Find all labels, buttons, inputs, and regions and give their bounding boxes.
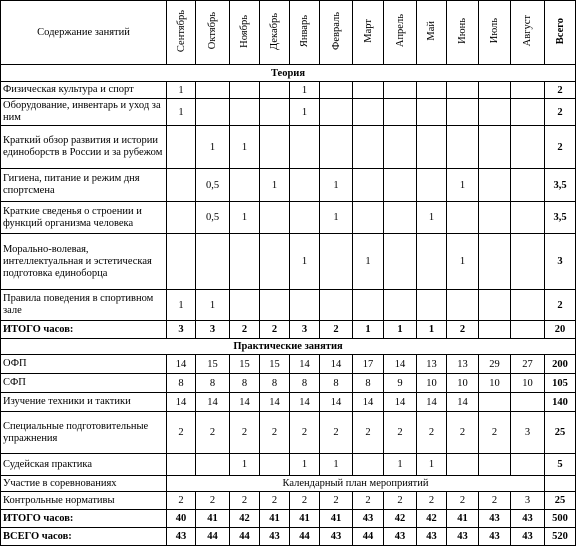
month-value-cell: 1 bbox=[353, 321, 384, 339]
month-value-cell: 9 bbox=[384, 374, 417, 393]
month-value-cell bbox=[479, 321, 511, 339]
month-value-cell: 2 bbox=[196, 492, 230, 510]
month-value-cell: 8 bbox=[196, 374, 230, 393]
month-label: Сентябрь bbox=[175, 9, 187, 53]
month-label: Ноябрь bbox=[239, 14, 250, 48]
month-value-cell: 1 bbox=[353, 234, 384, 290]
month-value-cell bbox=[167, 202, 196, 234]
month-value-cell bbox=[230, 99, 260, 126]
theory-section-row bbox=[1, 65, 576, 82]
row-total-cell: 2 bbox=[545, 82, 576, 99]
month-value-cell bbox=[479, 99, 511, 126]
month-value-cell bbox=[479, 82, 511, 99]
month-value-cell: 1 bbox=[384, 321, 417, 339]
practice-section-row bbox=[1, 339, 576, 355]
month-value-cell: 2 bbox=[230, 412, 260, 454]
month-value-cell bbox=[447, 454, 479, 476]
month-value-cell: 43 bbox=[511, 528, 545, 546]
month-value-cell bbox=[290, 126, 320, 169]
month-value-cell: 42 bbox=[230, 510, 260, 528]
month-value-cell: 3 bbox=[511, 492, 545, 510]
row-label: ВСЕГО часов: bbox=[1, 528, 167, 546]
month-value-cell bbox=[320, 234, 353, 290]
table-row bbox=[1, 374, 576, 393]
row-label: Изучение техники и тактики bbox=[1, 393, 167, 412]
month-value-cell bbox=[511, 290, 545, 321]
month-value-cell: 43 bbox=[384, 528, 417, 546]
month-value-cell: 2 bbox=[479, 492, 511, 510]
month-label: Февраль bbox=[330, 12, 342, 50]
month-header bbox=[230, 1, 260, 65]
month-value-cell bbox=[384, 290, 417, 321]
month-header bbox=[290, 1, 320, 65]
column-title: Содержание занятий bbox=[1, 1, 167, 65]
month-header bbox=[196, 1, 230, 65]
month-value-cell bbox=[511, 234, 545, 290]
month-value-cell: 41 bbox=[447, 510, 479, 528]
month-value-cell: 14 bbox=[290, 355, 320, 374]
month-value-cell: 2 bbox=[353, 492, 384, 510]
month-value-cell: 1 bbox=[384, 454, 417, 476]
month-value-cell bbox=[167, 126, 196, 169]
month-value-cell: 1 bbox=[230, 126, 260, 169]
month-value-cell: 13 bbox=[417, 355, 447, 374]
month-value-cell bbox=[230, 234, 260, 290]
month-value-cell: 14 bbox=[353, 393, 384, 412]
row-label: Участие в соревнованиях bbox=[1, 476, 167, 492]
month-value-cell: 44 bbox=[196, 528, 230, 546]
month-value-cell bbox=[384, 99, 417, 126]
section-title: Практические занятия bbox=[1, 339, 576, 355]
month-value-cell bbox=[260, 202, 290, 234]
row-total-cell: 25 bbox=[545, 492, 576, 510]
month-label: Август bbox=[522, 15, 533, 47]
month-value-cell bbox=[511, 202, 545, 234]
month-value-cell bbox=[320, 99, 353, 126]
row-total-cell: 3,5 bbox=[545, 169, 576, 202]
month-value-cell: 1 bbox=[167, 290, 196, 321]
month-value-cell: 14 bbox=[384, 355, 417, 374]
month-value-cell: 10 bbox=[417, 374, 447, 393]
month-value-cell bbox=[447, 99, 479, 126]
month-header bbox=[260, 1, 290, 65]
table-row bbox=[1, 82, 576, 99]
month-value-cell: 2 bbox=[417, 492, 447, 510]
month-value-cell bbox=[196, 82, 230, 99]
month-value-cell: 1 bbox=[290, 234, 320, 290]
month-label: Март bbox=[362, 19, 374, 43]
month-value-cell bbox=[511, 454, 545, 476]
month-value-cell: 17 bbox=[353, 355, 384, 374]
row-label: Специальные подготовительные упражнения bbox=[1, 412, 167, 454]
month-value-cell bbox=[260, 290, 290, 321]
month-value-cell: 15 bbox=[260, 355, 290, 374]
month-value-cell bbox=[511, 393, 545, 412]
month-value-cell bbox=[511, 169, 545, 202]
month-value-cell: 14 bbox=[196, 393, 230, 412]
month-value-cell: 41 bbox=[320, 510, 353, 528]
month-label: Июнь bbox=[457, 18, 468, 44]
month-value-cell bbox=[196, 99, 230, 126]
month-value-cell bbox=[290, 290, 320, 321]
table-row bbox=[1, 355, 576, 374]
month-value-cell bbox=[384, 169, 417, 202]
table-row bbox=[1, 393, 576, 412]
month-value-cell bbox=[320, 126, 353, 169]
row-total-cell: 2 bbox=[545, 290, 576, 321]
month-value-cell: 14 bbox=[320, 355, 353, 374]
month-value-cell: 27 bbox=[511, 355, 545, 374]
row-total-cell: 140 bbox=[545, 393, 576, 412]
month-value-cell: 2 bbox=[230, 321, 260, 339]
month-value-cell bbox=[353, 202, 384, 234]
month-value-cell: 2 bbox=[320, 492, 353, 510]
calendar-plan-cell: Календарный план мероприятий bbox=[167, 476, 545, 492]
total-label: Всего bbox=[554, 17, 566, 45]
month-value-cell: 43 bbox=[320, 528, 353, 546]
month-header bbox=[353, 1, 384, 65]
month-value-cell bbox=[447, 82, 479, 99]
month-value-cell bbox=[353, 290, 384, 321]
month-value-cell bbox=[320, 290, 353, 321]
month-value-cell: 2 bbox=[384, 412, 417, 454]
month-value-cell: 2 bbox=[353, 412, 384, 454]
total-header bbox=[545, 1, 576, 65]
month-label: Апрель bbox=[394, 14, 406, 48]
table-row bbox=[1, 126, 576, 169]
month-value-cell bbox=[479, 290, 511, 321]
month-value-cell: 1 bbox=[230, 202, 260, 234]
month-value-cell: 1 bbox=[196, 290, 230, 321]
month-value-cell: 14 bbox=[447, 393, 479, 412]
month-value-cell: 2 bbox=[290, 492, 320, 510]
month-header bbox=[320, 1, 353, 65]
month-value-cell: 14 bbox=[417, 393, 447, 412]
month-value-cell: 41 bbox=[196, 510, 230, 528]
table-row bbox=[1, 290, 576, 321]
month-value-cell: 14 bbox=[320, 393, 353, 412]
row-label: Правила поведения в спортивном зале bbox=[1, 290, 167, 321]
month-value-cell bbox=[167, 454, 196, 476]
row-label: СФП bbox=[1, 374, 167, 393]
month-value-cell bbox=[479, 234, 511, 290]
theory-total-row bbox=[1, 321, 576, 339]
month-value-cell bbox=[353, 126, 384, 169]
month-value-cell: 8 bbox=[230, 374, 260, 393]
month-value-cell: 43 bbox=[511, 510, 545, 528]
row-total-cell: 20 bbox=[545, 321, 576, 339]
month-value-cell: 8 bbox=[290, 374, 320, 393]
month-value-cell bbox=[479, 169, 511, 202]
month-value-cell bbox=[196, 234, 230, 290]
month-header bbox=[479, 1, 511, 65]
month-value-cell: 14 bbox=[260, 393, 290, 412]
month-value-cell: 1 bbox=[230, 454, 260, 476]
row-label: Краткий обзор развития и истории единоборств в России и за рубежом bbox=[1, 126, 167, 169]
month-value-cell: 2 bbox=[384, 492, 417, 510]
month-value-cell bbox=[384, 202, 417, 234]
month-value-cell: 2 bbox=[320, 412, 353, 454]
month-value-cell: 43 bbox=[353, 510, 384, 528]
month-value-cell: 3 bbox=[290, 321, 320, 339]
month-value-cell bbox=[511, 321, 545, 339]
month-value-cell: 2 bbox=[447, 321, 479, 339]
month-value-cell bbox=[511, 82, 545, 99]
month-value-cell: 1 bbox=[167, 99, 196, 126]
month-value-cell bbox=[479, 202, 511, 234]
row-total-cell: 5 bbox=[545, 454, 576, 476]
table-row bbox=[1, 412, 576, 454]
month-value-cell: 43 bbox=[260, 528, 290, 546]
month-value-cell bbox=[196, 454, 230, 476]
month-value-cell bbox=[167, 234, 196, 290]
month-value-cell: 3 bbox=[196, 321, 230, 339]
month-value-cell: 1 bbox=[260, 169, 290, 202]
month-value-cell bbox=[353, 454, 384, 476]
month-value-cell: 43 bbox=[447, 528, 479, 546]
month-value-cell: 1 bbox=[167, 82, 196, 99]
month-value-cell bbox=[417, 126, 447, 169]
month-value-cell: 8 bbox=[260, 374, 290, 393]
month-value-cell: 14 bbox=[167, 393, 196, 412]
month-value-cell bbox=[384, 234, 417, 290]
month-value-cell: 44 bbox=[290, 528, 320, 546]
month-value-cell: 2 bbox=[167, 492, 196, 510]
row-total-cell: 200 bbox=[545, 355, 576, 374]
competition-row bbox=[1, 476, 576, 492]
month-value-cell: 2 bbox=[417, 412, 447, 454]
month-value-cell bbox=[353, 82, 384, 99]
row-label: Контрольные нормативы bbox=[1, 492, 167, 510]
month-value-cell bbox=[260, 126, 290, 169]
empty-total-cell bbox=[545, 476, 576, 492]
table-row bbox=[1, 202, 576, 234]
row-label: ИТОГО часов: bbox=[1, 321, 167, 339]
header-row bbox=[1, 1, 576, 65]
row-label: Оборудование, инвентарь и уход за ним bbox=[1, 99, 167, 126]
month-value-cell bbox=[320, 82, 353, 99]
month-value-cell: 43 bbox=[417, 528, 447, 546]
month-value-cell: 1 bbox=[290, 454, 320, 476]
table-row bbox=[1, 234, 576, 290]
month-value-cell: 10 bbox=[479, 374, 511, 393]
month-label: Январь bbox=[299, 14, 310, 48]
month-header bbox=[167, 1, 196, 65]
month-value-cell: 1 bbox=[290, 82, 320, 99]
month-value-cell bbox=[447, 290, 479, 321]
month-value-cell bbox=[290, 169, 320, 202]
month-value-cell bbox=[167, 169, 196, 202]
month-value-cell: 40 bbox=[167, 510, 196, 528]
table-row bbox=[1, 169, 576, 202]
month-value-cell: 2 bbox=[260, 412, 290, 454]
table-row bbox=[1, 99, 576, 126]
month-value-cell bbox=[290, 202, 320, 234]
month-header bbox=[417, 1, 447, 65]
row-total-cell: 25 bbox=[545, 412, 576, 454]
month-value-cell: 13 bbox=[447, 355, 479, 374]
control-row bbox=[1, 492, 576, 510]
month-value-cell: 0,5 bbox=[196, 202, 230, 234]
month-value-cell: 1 bbox=[320, 454, 353, 476]
month-label: Октябрь bbox=[207, 12, 218, 50]
month-value-cell bbox=[511, 99, 545, 126]
month-value-cell: 29 bbox=[479, 355, 511, 374]
month-value-cell bbox=[260, 82, 290, 99]
month-value-cell bbox=[260, 234, 290, 290]
row-label: ОФП bbox=[1, 355, 167, 374]
month-value-cell bbox=[479, 393, 511, 412]
month-value-cell: 43 bbox=[167, 528, 196, 546]
row-label: Морально-волевая, интеллектуальная и эстетическая подготовка единоборца bbox=[1, 234, 167, 290]
practice-total-row bbox=[1, 510, 576, 528]
month-value-cell bbox=[417, 234, 447, 290]
month-value-cell bbox=[353, 99, 384, 126]
month-header bbox=[447, 1, 479, 65]
month-value-cell bbox=[417, 99, 447, 126]
month-value-cell: 1 bbox=[417, 321, 447, 339]
month-value-cell: 1 bbox=[447, 234, 479, 290]
month-value-cell: 41 bbox=[290, 510, 320, 528]
month-value-cell: 1 bbox=[196, 126, 230, 169]
grand-total-row bbox=[1, 528, 576, 546]
row-total-cell: 520 bbox=[545, 528, 576, 546]
month-value-cell: 15 bbox=[230, 355, 260, 374]
month-value-cell: 14 bbox=[230, 393, 260, 412]
month-value-cell: 14 bbox=[167, 355, 196, 374]
row-total-cell: 3,5 bbox=[545, 202, 576, 234]
month-value-cell bbox=[230, 82, 260, 99]
month-value-cell: 1 bbox=[290, 99, 320, 126]
month-value-cell: 42 bbox=[384, 510, 417, 528]
table-row bbox=[1, 454, 576, 476]
month-value-cell: 15 bbox=[196, 355, 230, 374]
month-header bbox=[384, 1, 417, 65]
month-value-cell: 8 bbox=[167, 374, 196, 393]
month-value-cell: 2 bbox=[167, 412, 196, 454]
month-value-cell: 44 bbox=[230, 528, 260, 546]
month-value-cell: 44 bbox=[353, 528, 384, 546]
month-value-cell bbox=[260, 99, 290, 126]
month-value-cell: 42 bbox=[417, 510, 447, 528]
month-header bbox=[511, 1, 545, 65]
row-label: Краткие сведенья о строении и функций организма человека bbox=[1, 202, 167, 234]
month-value-cell bbox=[230, 169, 260, 202]
month-label: Декабрь bbox=[269, 12, 280, 50]
month-value-cell bbox=[447, 126, 479, 169]
month-value-cell: 14 bbox=[290, 393, 320, 412]
month-value-cell: 1 bbox=[417, 202, 447, 234]
month-value-cell bbox=[384, 82, 417, 99]
month-value-cell: 10 bbox=[511, 374, 545, 393]
month-value-cell: 2 bbox=[290, 412, 320, 454]
month-value-cell bbox=[384, 126, 417, 169]
row-label: ИТОГО часов: bbox=[1, 510, 167, 528]
month-value-cell: 1 bbox=[417, 454, 447, 476]
row-total-cell: 105 bbox=[545, 374, 576, 393]
month-value-cell bbox=[511, 126, 545, 169]
row-total-cell: 500 bbox=[545, 510, 576, 528]
month-value-cell: 2 bbox=[447, 412, 479, 454]
month-value-cell bbox=[447, 202, 479, 234]
month-value-cell bbox=[417, 290, 447, 321]
month-value-cell: 1 bbox=[320, 169, 353, 202]
section-title: Теория bbox=[1, 65, 576, 82]
month-value-cell bbox=[417, 82, 447, 99]
month-value-cell bbox=[479, 126, 511, 169]
month-value-cell bbox=[479, 454, 511, 476]
month-value-cell: 2 bbox=[260, 492, 290, 510]
month-value-cell: 14 bbox=[384, 393, 417, 412]
month-value-cell bbox=[230, 290, 260, 321]
row-label: Физическая культура и спорт bbox=[1, 82, 167, 99]
month-value-cell bbox=[353, 169, 384, 202]
month-value-cell: 0,5 bbox=[196, 169, 230, 202]
month-value-cell: 2 bbox=[230, 492, 260, 510]
month-value-cell: 8 bbox=[320, 374, 353, 393]
row-total-cell: 2 bbox=[545, 99, 576, 126]
month-value-cell: 43 bbox=[479, 528, 511, 546]
month-value-cell: 8 bbox=[353, 374, 384, 393]
month-value-cell: 2 bbox=[320, 321, 353, 339]
month-value-cell: 2 bbox=[479, 412, 511, 454]
month-value-cell bbox=[260, 454, 290, 476]
month-value-cell bbox=[417, 169, 447, 202]
month-value-cell: 2 bbox=[260, 321, 290, 339]
month-label: Июль bbox=[489, 18, 500, 44]
row-label: Судейская практика bbox=[1, 454, 167, 476]
month-value-cell: 2 bbox=[196, 412, 230, 454]
month-value-cell: 3 bbox=[511, 412, 545, 454]
month-value-cell: 1 bbox=[447, 169, 479, 202]
row-total-cell: 2 bbox=[545, 126, 576, 169]
month-value-cell: 2 bbox=[447, 492, 479, 510]
month-value-cell: 1 bbox=[320, 202, 353, 234]
month-value-cell: 10 bbox=[447, 374, 479, 393]
month-label: Май bbox=[426, 21, 437, 41]
month-value-cell: 41 bbox=[260, 510, 290, 528]
row-total-cell: 3 bbox=[545, 234, 576, 290]
month-value-cell: 3 bbox=[167, 321, 196, 339]
month-value-cell: 43 bbox=[479, 510, 511, 528]
row-label: Гигиена, питание и режим дня спортсмена bbox=[1, 169, 167, 202]
